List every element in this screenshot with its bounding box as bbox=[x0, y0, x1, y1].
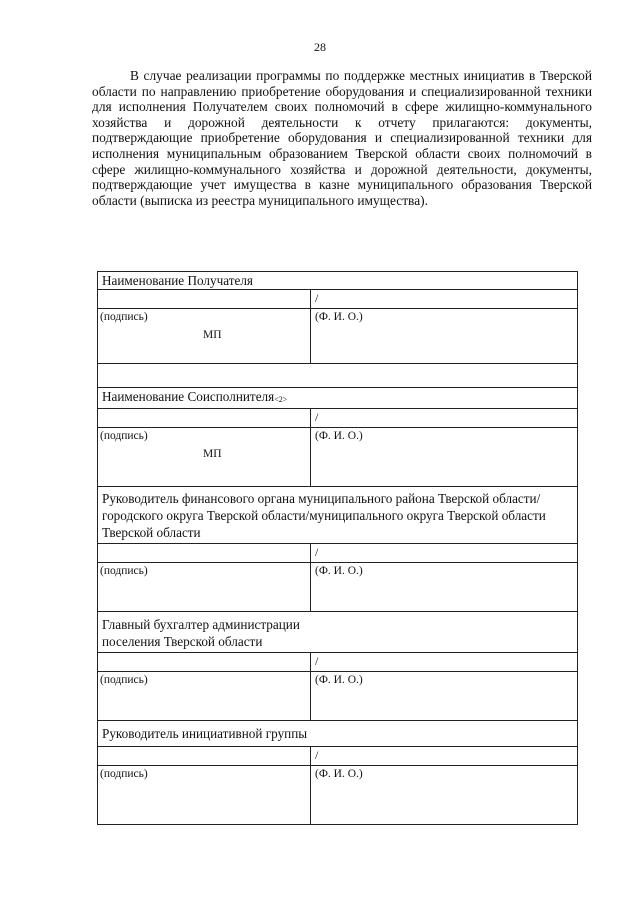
coexecutor-sign-top bbox=[98, 409, 311, 428]
chief-accountant-title-line2: поселения Тверской области bbox=[102, 634, 263, 649]
coexecutor-title-cell bbox=[98, 388, 578, 409]
chief-accountant-signature-label: (подпись) bbox=[100, 674, 148, 686]
initiative-head-title: Руководитель инициативной группы bbox=[98, 721, 578, 747]
chief-accountant-sign-cell bbox=[98, 672, 311, 721]
recipient-fio-label: (Ф. И. О.) bbox=[315, 311, 363, 323]
finance-head-fio-cell bbox=[311, 563, 578, 612]
coexecutor-title: Наименование Соисполнителя bbox=[102, 389, 275, 404]
coexecutor-footnote: <2> bbox=[274, 395, 288, 404]
recipient-sign-cell bbox=[98, 309, 311, 364]
recipient-slash: / bbox=[311, 290, 578, 309]
coexecutor-signature-label: (подпись) bbox=[100, 430, 148, 442]
coexecutor-slash: / bbox=[311, 409, 578, 428]
finance-head-sign-cell bbox=[98, 563, 311, 612]
recipient-stamp-label: МП bbox=[203, 329, 222, 341]
chief-accountant-sign-top bbox=[98, 653, 311, 672]
initiative-head-slash: / bbox=[311, 747, 578, 766]
recipient-sign-top bbox=[98, 290, 311, 309]
finance-head-title: Руководитель финансового органа муниципального района Тверской области/городского округа Тверской области/муниципального округа Тверской области Тверской области bbox=[98, 487, 578, 544]
finance-head-fio-label: (Ф. И. О.) bbox=[315, 565, 363, 577]
finance-head-slash: / bbox=[311, 544, 578, 563]
initiative-head-fio-cell bbox=[311, 766, 578, 825]
finance-head-sign-top bbox=[98, 544, 311, 563]
recipient-fio-cell bbox=[311, 309, 578, 364]
recipient-title: Наименование Получателя bbox=[98, 272, 578, 290]
chief-accountant-title-line1: Главный бухгалтер администрации bbox=[102, 617, 300, 632]
chief-accountant-fio-label: (Ф. И. О.) bbox=[315, 674, 363, 686]
coexecutor-sign-cell bbox=[98, 428, 311, 487]
finance-head-signature-label: (подпись) bbox=[100, 565, 148, 577]
initiative-head-fio-label: (Ф. И. О.) bbox=[315, 768, 363, 780]
intro-paragraph: В случае реализации программы по поддержке местных инициатив в Тверской области по направлению приобретение оборудования и специализированной техники для исполнения Получателем своих полномочий в сфере жилищно-коммунального хозяйства и дорожной деятельности к отчету прилагаются: документы, подтверждающие приобретение оборудования и специализированной техники для исполнения муниципальным образованием Тверской области своих полномочий в сфере жилищно-коммунального хозяйства и дорожной деятельности, документы, подтверждающие учет имущества в казне муниципального образования Тверской области (выписка из реестра муниципального имущества). bbox=[92, 68, 592, 208]
signature-table bbox=[97, 271, 578, 825]
coexecutor-stamp-label: МП bbox=[203, 448, 222, 460]
chief-accountant-title-cell bbox=[98, 612, 578, 653]
chief-accountant-slash: / bbox=[311, 653, 578, 672]
initiative-head-sign-top bbox=[98, 747, 311, 766]
chief-accountant-fio-cell bbox=[311, 672, 578, 721]
coexecutor-fio-label: (Ф. И. О.) bbox=[315, 430, 363, 442]
spacer-row bbox=[98, 364, 578, 388]
recipient-signature-label: (подпись) bbox=[100, 311, 148, 323]
initiative-head-signature-label: (подпись) bbox=[100, 768, 148, 780]
initiative-head-sign-cell bbox=[98, 766, 311, 825]
page-number: 28 bbox=[314, 40, 326, 54]
coexecutor-fio-cell bbox=[311, 428, 578, 487]
